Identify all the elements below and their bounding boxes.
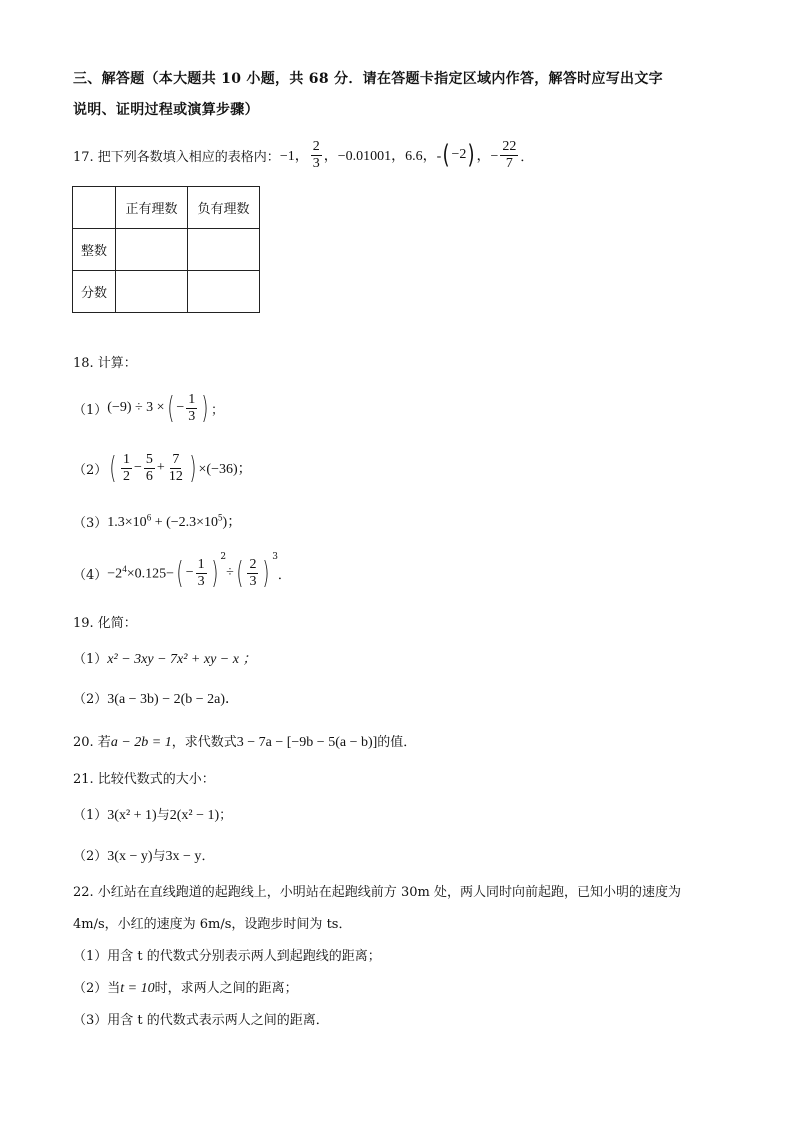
q18-title: 18. 计算：: [73, 356, 137, 371]
q21-title: 21. 比较代数式的大小：: [73, 772, 215, 787]
q17-prompt: 17. 把下列各数填入相应的表格内：: [73, 149, 280, 165]
table-cell[interactable]: [73, 187, 116, 229]
q17-number-list: ，−0.01001，6.6，-: [323, 149, 442, 164]
table-cell[interactable]: [116, 271, 188, 313]
section-heading-line1: 三、解答题（本大题共 10 小题，共 68 分．请在答题卡指定区域内作答，解答时应写出文字: [73, 71, 663, 87]
section-heading-line2: 说明、证明过程或演算步骤）: [73, 102, 259, 118]
fraction: $\frac{1}{3}$: [188, 391, 196, 424]
q18-part-3: （3） $1.3\times 10^6 + (-2.3\times 10^5)$；: [73, 512, 242, 531]
question-20: 20. 若a − 2b = 1，求代数式3 − 7a − [−9b − 5(a − b)]的值．: [73, 735, 417, 750]
q17-table: [72, 186, 260, 313]
q21-part-2: （2）3(x − y)与3x − y．: [73, 849, 215, 864]
table-cell[interactable]: [116, 229, 188, 271]
table-cell[interactable]: [188, 271, 260, 313]
q17-fraction-22-7: $\frac{22}{7}$: [502, 138, 517, 171]
q18-part-1: （1） (−9) ÷ 3 × ( − $\frac{1}{3}$ ) ；: [73, 390, 224, 426]
row-header: 整数: [73, 229, 116, 271]
q22-part-1: （1）用含 t 的代数式分别表示两人到起跑线的距离；: [73, 949, 381, 964]
table-row: [73, 271, 260, 313]
q19-part-1: （1）x² − 3xy − 7x² + xy − x ；: [73, 652, 257, 667]
q18-part-4: （4） $-2^4\times 0.125-$ ( − $\frac{1}{3}$ ) $^2$ ÷ ( $\frac{2}{3}$ ) $^3$ ．: [73, 552, 291, 591]
table-row: [73, 187, 260, 229]
q22-part-3: （3）用含 t 的代数式表示两人之间的距离．: [73, 1013, 329, 1028]
q22-line1: 22. 小红站在直线跑道的起跑线上，小明站在起跑线前方 30m 处，两人同时向前起跑，已知小明的速度为: [73, 885, 681, 900]
q22-part-2: （2）当t = 10时，求两人之间的距离；: [73, 981, 298, 996]
q17-number-1: −1，: [279, 149, 309, 164]
table-header: 正有理数: [116, 187, 188, 229]
q22-line2: 4m/s，小红的速度为 6m/s，设跑步时间为 ts．: [73, 917, 352, 932]
q17-neg-two: −2: [451, 147, 467, 162]
q19-part-2: （2）3(a − 3b) − 2(b − 2a)．: [73, 692, 240, 707]
q17-fraction-2-3: $\frac{2}{3}$: [312, 138, 320, 171]
table-cell[interactable]: [188, 229, 260, 271]
row-header: 分数: [73, 271, 116, 313]
q18-part-2: （2） ( $\frac{1}{2}$ − $\frac{5}{6}$ + $\frac{7}{12}$ ) ×(−36)；: [73, 450, 252, 486]
q21-part-1: （1）3(x² + 1)与2(x² − 1)；: [73, 808, 233, 823]
q19-title: 19. 化简：: [73, 616, 137, 631]
table-header: 负有理数: [188, 187, 260, 229]
table-row: [73, 229, 260, 271]
question-17: 17. 把下列各数填入相应的表格内： −1， $\frac{2}{3}$ ，−0.01001，6.6，- ( −2 ) ，− $\frac{22}{7}$ ．: [73, 138, 534, 171]
